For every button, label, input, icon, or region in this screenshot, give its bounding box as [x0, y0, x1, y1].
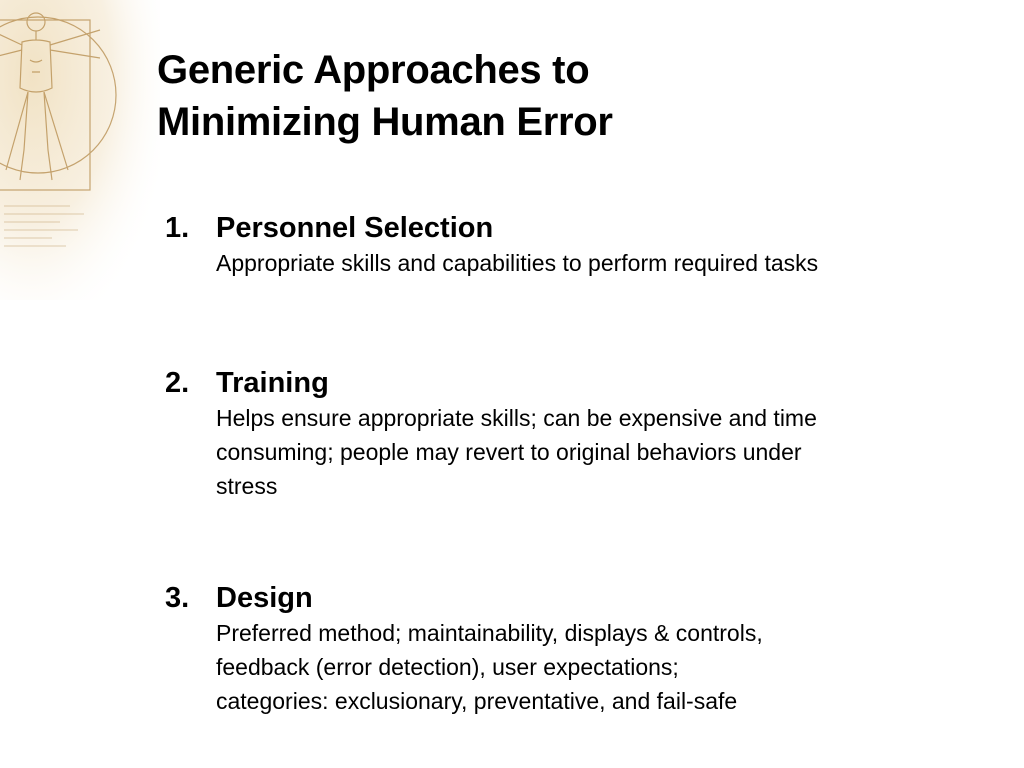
list-item-heading: Personnel Selection — [216, 212, 494, 244]
list-item-description — [216, 246, 986, 280]
list-item-description — [216, 401, 986, 503]
vitruvian-man-sketch-icon — [0, 0, 160, 300]
list-item-description-line: Preferred method; maintainability, displays & controls, — [216, 620, 763, 646]
list-item-description-line: stress — [216, 473, 278, 499]
list-item-heading: Design — [216, 582, 313, 614]
list-item-number: 1. — [165, 212, 190, 244]
slide-title — [157, 44, 613, 148]
list-item-description-line: consuming; people may revert to original behaviors under — [216, 439, 802, 465]
list-item-heading: Training — [216, 367, 329, 399]
list-item-description-line: Helps ensure appropriate skills; can be expensive and time — [216, 405, 817, 431]
list-item-number: 2. — [165, 367, 190, 399]
list-item-description — [216, 616, 986, 718]
list-item-description-line: categories: exclusionary, preventative, and fail-safe — [216, 688, 738, 714]
list-item-number: 3. — [165, 582, 190, 614]
slide-title-line-2: Minimizing Human Error — [157, 100, 613, 144]
list-item-description-line: Appropriate skills and capabilities to perform required tasks — [216, 250, 819, 276]
list-item-description-line: feedback (error detection), user expectations; — [216, 654, 679, 680]
slide-title-line-1: Generic Approaches to — [157, 48, 590, 92]
